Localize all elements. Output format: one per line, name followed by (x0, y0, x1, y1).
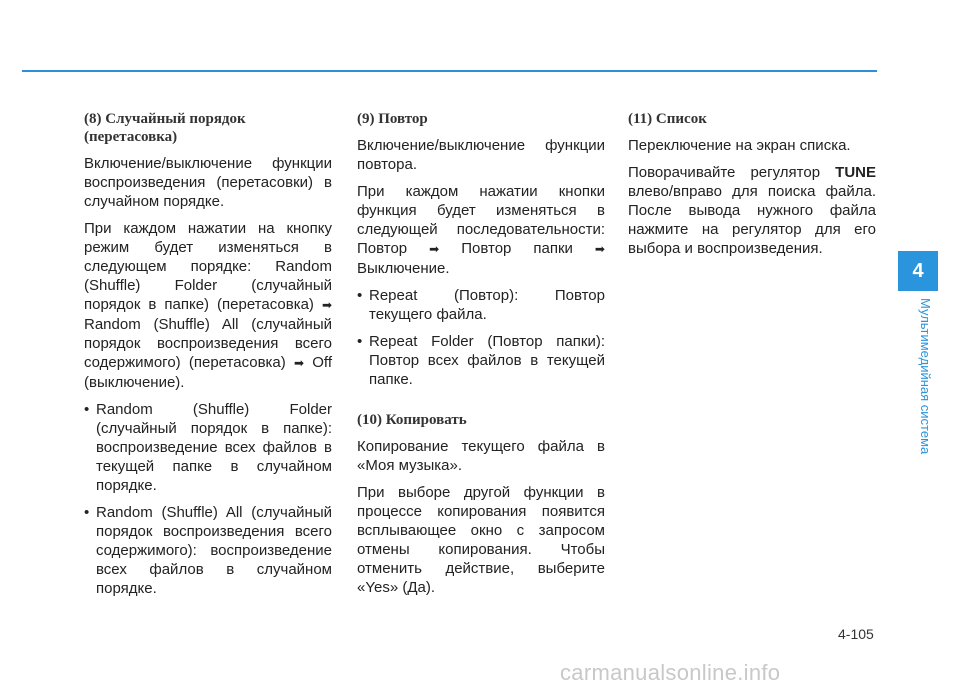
copy-description: Копирование текущего файла в «Моя музыка». (357, 438, 605, 474)
list-item: • Repeat Folder (Повтор папки): Повтор всех файлов в текущей папке. (357, 333, 605, 388)
heading-shuffle: (8) Случайный порядок (перетасовка) (84, 111, 246, 145)
list-description: Переключение на экран списка. (628, 137, 851, 154)
chapter-title: Мультимедийная система (918, 298, 933, 455)
bullet-icon: • (84, 504, 90, 521)
arrow-right-icon: ➡ (321, 298, 332, 312)
chapter-number-tab: 4 (898, 251, 938, 291)
list-item: • Random (Shuffle) All (случайный порядок воспроизведения всего содержимого): воспроизведение всех файлов в случайном порядке. (84, 504, 332, 597)
repeat-description: Включение/выключение функции повтора. (357, 137, 605, 173)
list-tune-instructions: Поворачивайте регулятор TUNE влево/вправо для поиска файла. После вывода нужного файла нажмите на регулятор для его выбора и воспроизведения. (628, 164, 876, 257)
arrow-right-icon: ➡ (429, 242, 440, 256)
top-divider (22, 70, 877, 72)
tune-knob-label: TUNE (835, 164, 876, 181)
arrow-right-icon: ➡ (293, 356, 305, 370)
shuffle-sequence: При каждом нажатии на кнопку режим будет изменяться в следующем порядке: Random (Shuffle) Folder (случайный порядок в папке) (перетасовка) ➡ Random (Shuffle) All (случайный порядок воспроизведения всего содержимого) (перетасовка) ➡ Off (выключение). (84, 220, 332, 391)
list-item: • Repeat (Повтор): Повтор текущего файла. (357, 287, 605, 323)
watermark: carmanualsonline.info (560, 660, 781, 685)
column-repeat-copy (357, 100, 605, 605)
bullet-icon: • (84, 401, 90, 418)
heading-repeat: (9) Повтор (357, 111, 428, 127)
heading-copy: (10) Копировать (357, 412, 467, 428)
copy-cancel-note: При выборе другой функции в процессе копирования появится всплывающее окно с запросом отмены копирования. Чтобы отменить действие, выберите «Yes» (Да). (357, 484, 605, 596)
column-shuffle (84, 100, 332, 606)
heading-list: (11) Список (628, 111, 707, 127)
arrow-right-icon: ➡ (594, 242, 605, 256)
bullet-icon: • (357, 333, 363, 350)
repeat-sequence: При каждом нажатии кнопки функция будет изменяться в следующей последовательности: Повтор ➡ Повтор папки ➡ Выключение. (357, 183, 605, 277)
column-list (628, 100, 876, 266)
page-number: 4-105 (838, 626, 874, 642)
list-item: • Random (Shuffle) Folder (случайный порядок в папке): воспроизведение всех файлов в текущей папке в случайном порядке. (84, 401, 332, 494)
bullet-icon: • (357, 287, 363, 304)
shuffle-description: Включение/выключение функции воспроизведения (перетасовки) в случайном порядке. (84, 155, 332, 210)
